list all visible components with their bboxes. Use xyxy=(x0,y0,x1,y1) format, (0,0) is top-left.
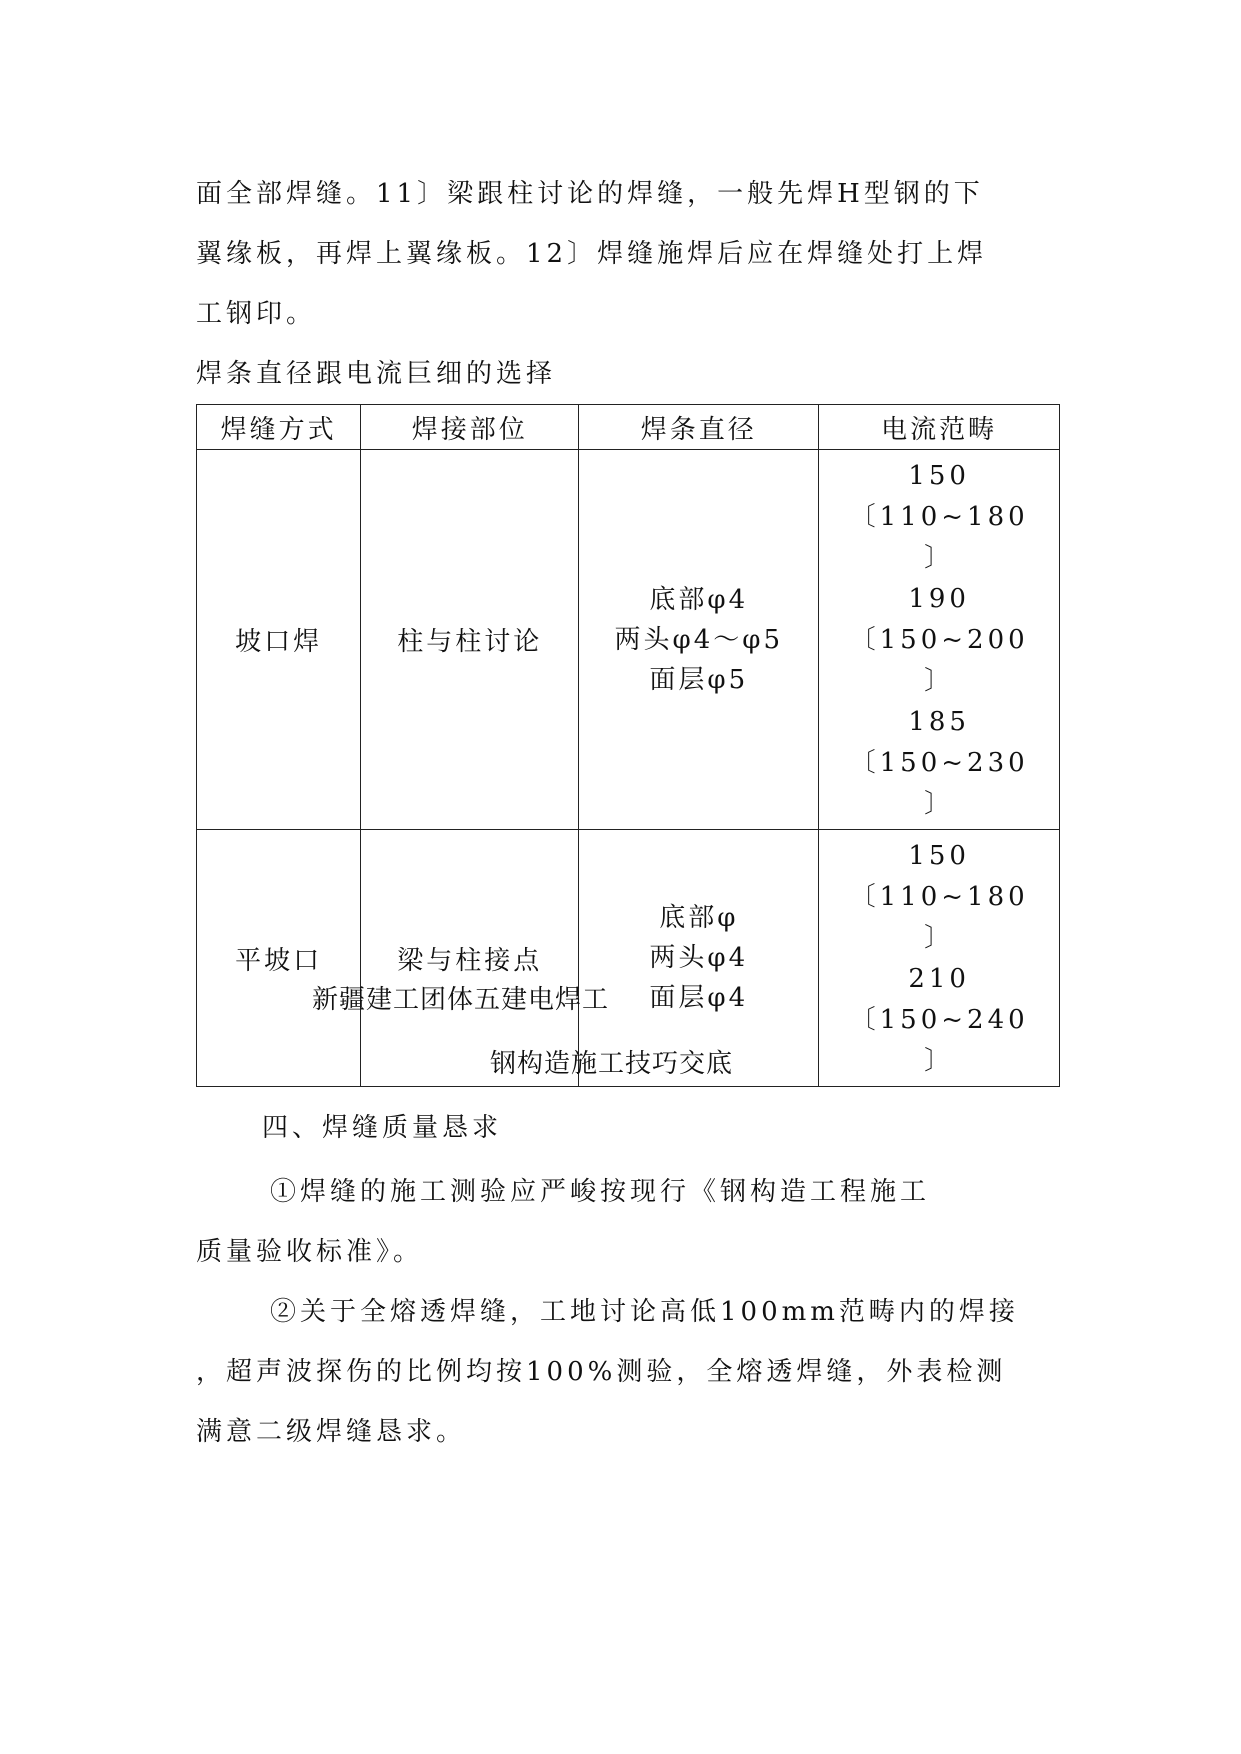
diameter-line: 面层φ5 xyxy=(649,664,749,695)
signature-organization: 新疆建工团体五建电焊工 xyxy=(312,985,610,1015)
cell-current-range xyxy=(819,450,1060,830)
paragraph-line: 面全部焊缝。11〕梁跟柱讨论的焊缝，一般先焊H型钢的下 xyxy=(196,179,984,209)
cell-weld-method: 平坡口 xyxy=(197,830,361,1087)
diameter-line: 底部φ xyxy=(659,903,739,933)
current-line: 150〔110~180 xyxy=(849,461,1029,532)
table-caption: 焊条直径跟电流巨细的选择 xyxy=(196,359,557,389)
paragraph-line: ②关于全熔透焊缝，工地讨论高低100mm范畴内的焊接 xyxy=(270,1297,1019,1327)
section-heading: 四、焊缝质量恳求 xyxy=(262,1113,503,1143)
current-line: 210〔150~240 xyxy=(849,964,1029,1035)
header-weld-method: 焊缝方式 xyxy=(197,405,361,450)
current-line: 190〔150~200 xyxy=(849,584,1029,655)
document-title: 钢构造施工技巧交底 xyxy=(490,1049,734,1079)
current-line: 185〔150~230 xyxy=(849,707,1029,778)
current-line: 〕 xyxy=(924,543,955,573)
table-row xyxy=(197,450,1060,830)
header-weld-position: 焊接部位 xyxy=(361,405,579,450)
header-current-range: 电流范畴 xyxy=(819,405,1060,450)
cell-current-range xyxy=(819,830,1060,1087)
diameter-line: 两头φ4～φ5 xyxy=(614,624,784,655)
diameter-line: 面层φ4 xyxy=(649,983,749,1013)
header-electrode-diameter: 焊条直径 xyxy=(579,405,819,450)
paragraph-line: 质量验收标准》。 xyxy=(196,1237,424,1267)
diameter-line: 两头φ4 xyxy=(649,943,749,973)
current-line: 〕 xyxy=(924,923,955,953)
cell-electrode-diameter xyxy=(579,450,819,830)
paragraph-line: 工钢印。 xyxy=(196,299,317,329)
table-header-row xyxy=(197,405,1060,450)
cell-weld-position: 梁与柱接点 xyxy=(361,830,579,1087)
paragraph-line: ①焊缝的施工测验应严峻按现行《钢构造工程施工 xyxy=(270,1177,931,1207)
current-line: 150〔110~180 xyxy=(849,841,1029,912)
paragraph-line: 翼缘板，再焊上翼缘板。12〕焊缝施焊后应在焊缝处打上焊 xyxy=(196,239,988,269)
current-line: 〕 xyxy=(924,789,955,819)
paragraph-line: 满意二级焊缝恳求。 xyxy=(196,1417,467,1447)
current-line: 〕 xyxy=(924,666,955,696)
paragraph-line: ，超声波探伤的比例均按100%测验，全熔透焊缝，外表检测 xyxy=(196,1357,1007,1387)
current-line: 〕 xyxy=(924,1046,955,1076)
cell-weld-position: 柱与柱讨论 xyxy=(361,450,579,830)
cell-weld-method: 坡口焊 xyxy=(197,450,361,830)
diameter-line: 底部φ4 xyxy=(649,584,749,615)
